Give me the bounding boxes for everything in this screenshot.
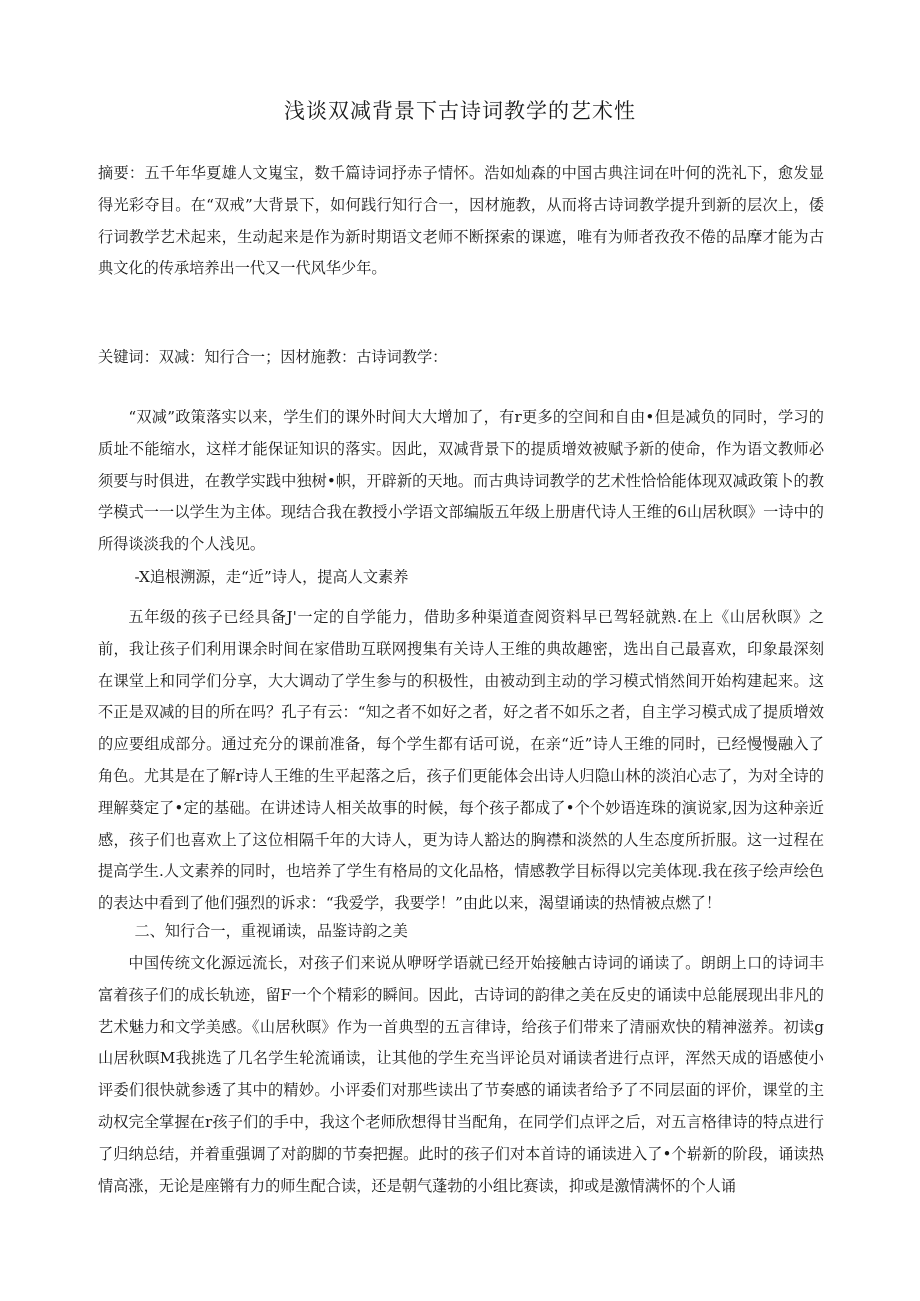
intro-paragraph: “双减”政策落实以来，学生们的课外时间大大增加了，有r更多的空间和自由•但是减负的同时，学习的质址不能缩水，这样才能保证知识的落实。因此，双减背景下的提质增效被赋予新的使命，作为语文教师必须要与时俱进，在教学实践中独树•帜，开辟新的天地。而古典诗词教学的艺术性恰恰能体现双减政策卜的教学模式一一以学生为主体。现结合我在教授小学语文部编版五年级上册唐代诗人王维的6山居秋暝》一诗中的所得谈淡我的个人浅见。	[98, 408, 824, 554]
document-title: 浅谈双减背景下古诗词教学的艺术性	[284, 99, 636, 123]
abstract-paragraph: 摘要：五千年华夏雄人文嵬宝，数千篇诗词抒赤子情怀。浩如灿森的中国古典注词在叶何的洗礼下，愈发显得光彩夺目。在“双戒”大背景下，如何践行知行合一，因材施教，从而将古诗词教学提升到新的层次上，倭行词教学艺术起来，生动起来是作为新时期语文老师不断探索的课遮，唯有为师者孜孜不倦的品摩才能为古典文化的传承培养出一代又一代风华少年。	[98, 164, 824, 278]
keywords-line: 关键词：双减：知行合一；因材施教：古诗词教学：	[98, 348, 448, 366]
section2-heading: 二、知行合一，重视诵读，品鉴诗韵之美	[134, 922, 408, 940]
section2-paragraph: 中国传统文化源远流长，对孩子们来说从咿呀学语就已经开始接触古诗词的诵读了。朗朗上口的诗词丰富着孩子们的成长轨迹，留F一个个精彩的瞬间。因此，古诗词的韵律之美在反史的诵读中总能展现出非凡的艺术魅力和文学美感。《山居秋暝》作为一首典型的五言律诗，给孩子们带来了清丽欢快的精神滋养。初读g山居秋暝M我挑选了几名学生轮流诵读，让其他的学生充当评论员对诵读者进行点评，浑然天成的语感使小评委们很快就参透了其中的精妙。小评委们对那些读出了节奏感的诵读者给予了不同层面的评价，课堂的主动权完全掌握在r孩子们的手中，我这个老师欣想得甘当配角，在同学们点评之后，对五言格律诗的特点进行了归纳总结，并着重强调了对韵脚的节奏把握。此时的孩子们对本首诗的诵读进入了•个崭新的阶段，诵读热情高涨，无论是座锵有力的师生配合读，还是朝气蓬勃的小组比赛读，抑或是激情满怀的个人诵	[98, 954, 824, 1195]
section1-paragraph: 五年级的孩子已经具备J'一定的自学能力，借助多种渠道查阅资料早已驾轻就熟.在上《山居秋暝》之前，我让孩子们利用课余时间在家借助互联网搜集有关诗人王维的典故趣密，选出自己最喜欢，印象最深刻在课堂上和同学们分享，大大调动了学生参与的积极性，由被动到主动的学习模式悄然间开始构建起来。这不正是双减的目的所在吗？孔子有云：“知之者不如好之者，好之者不如乐之者，自主学习模式成了提质增效的应要组成部分。通过充分的课前准备，每个学生都有话可说，在亲“近”诗人王维的同时，已经慢慢融入了角色。尤其是在了解r诗人王维的生平起落之后，孩子们更能体会出诗人归隐山林的淡泊心志了，为对全诗的理解葵定了•定的基础。在讲述诗人相关故事的时候，每个孩子都成了•个个妙语连珠的演说家,因为这种亲近感，孩子们也喜欢上了这位相隔千年的大诗人，更为诗人豁达的胸襟和淡然的人生态度所折服。这一过程在提高学生.人文素养的同时，也培养了学生有格局的文化品格，情感教学目标得以完美体现.我在孩子绘声绘色的表达中看到了他们强烈的诉求：“我爱学，我要学！”由此以来，渴望诵读的热情被点燃了！	[98, 608, 824, 913]
section1-heading: -X追根溯源，走“近”诗人，提高人文素养	[134, 568, 409, 586]
